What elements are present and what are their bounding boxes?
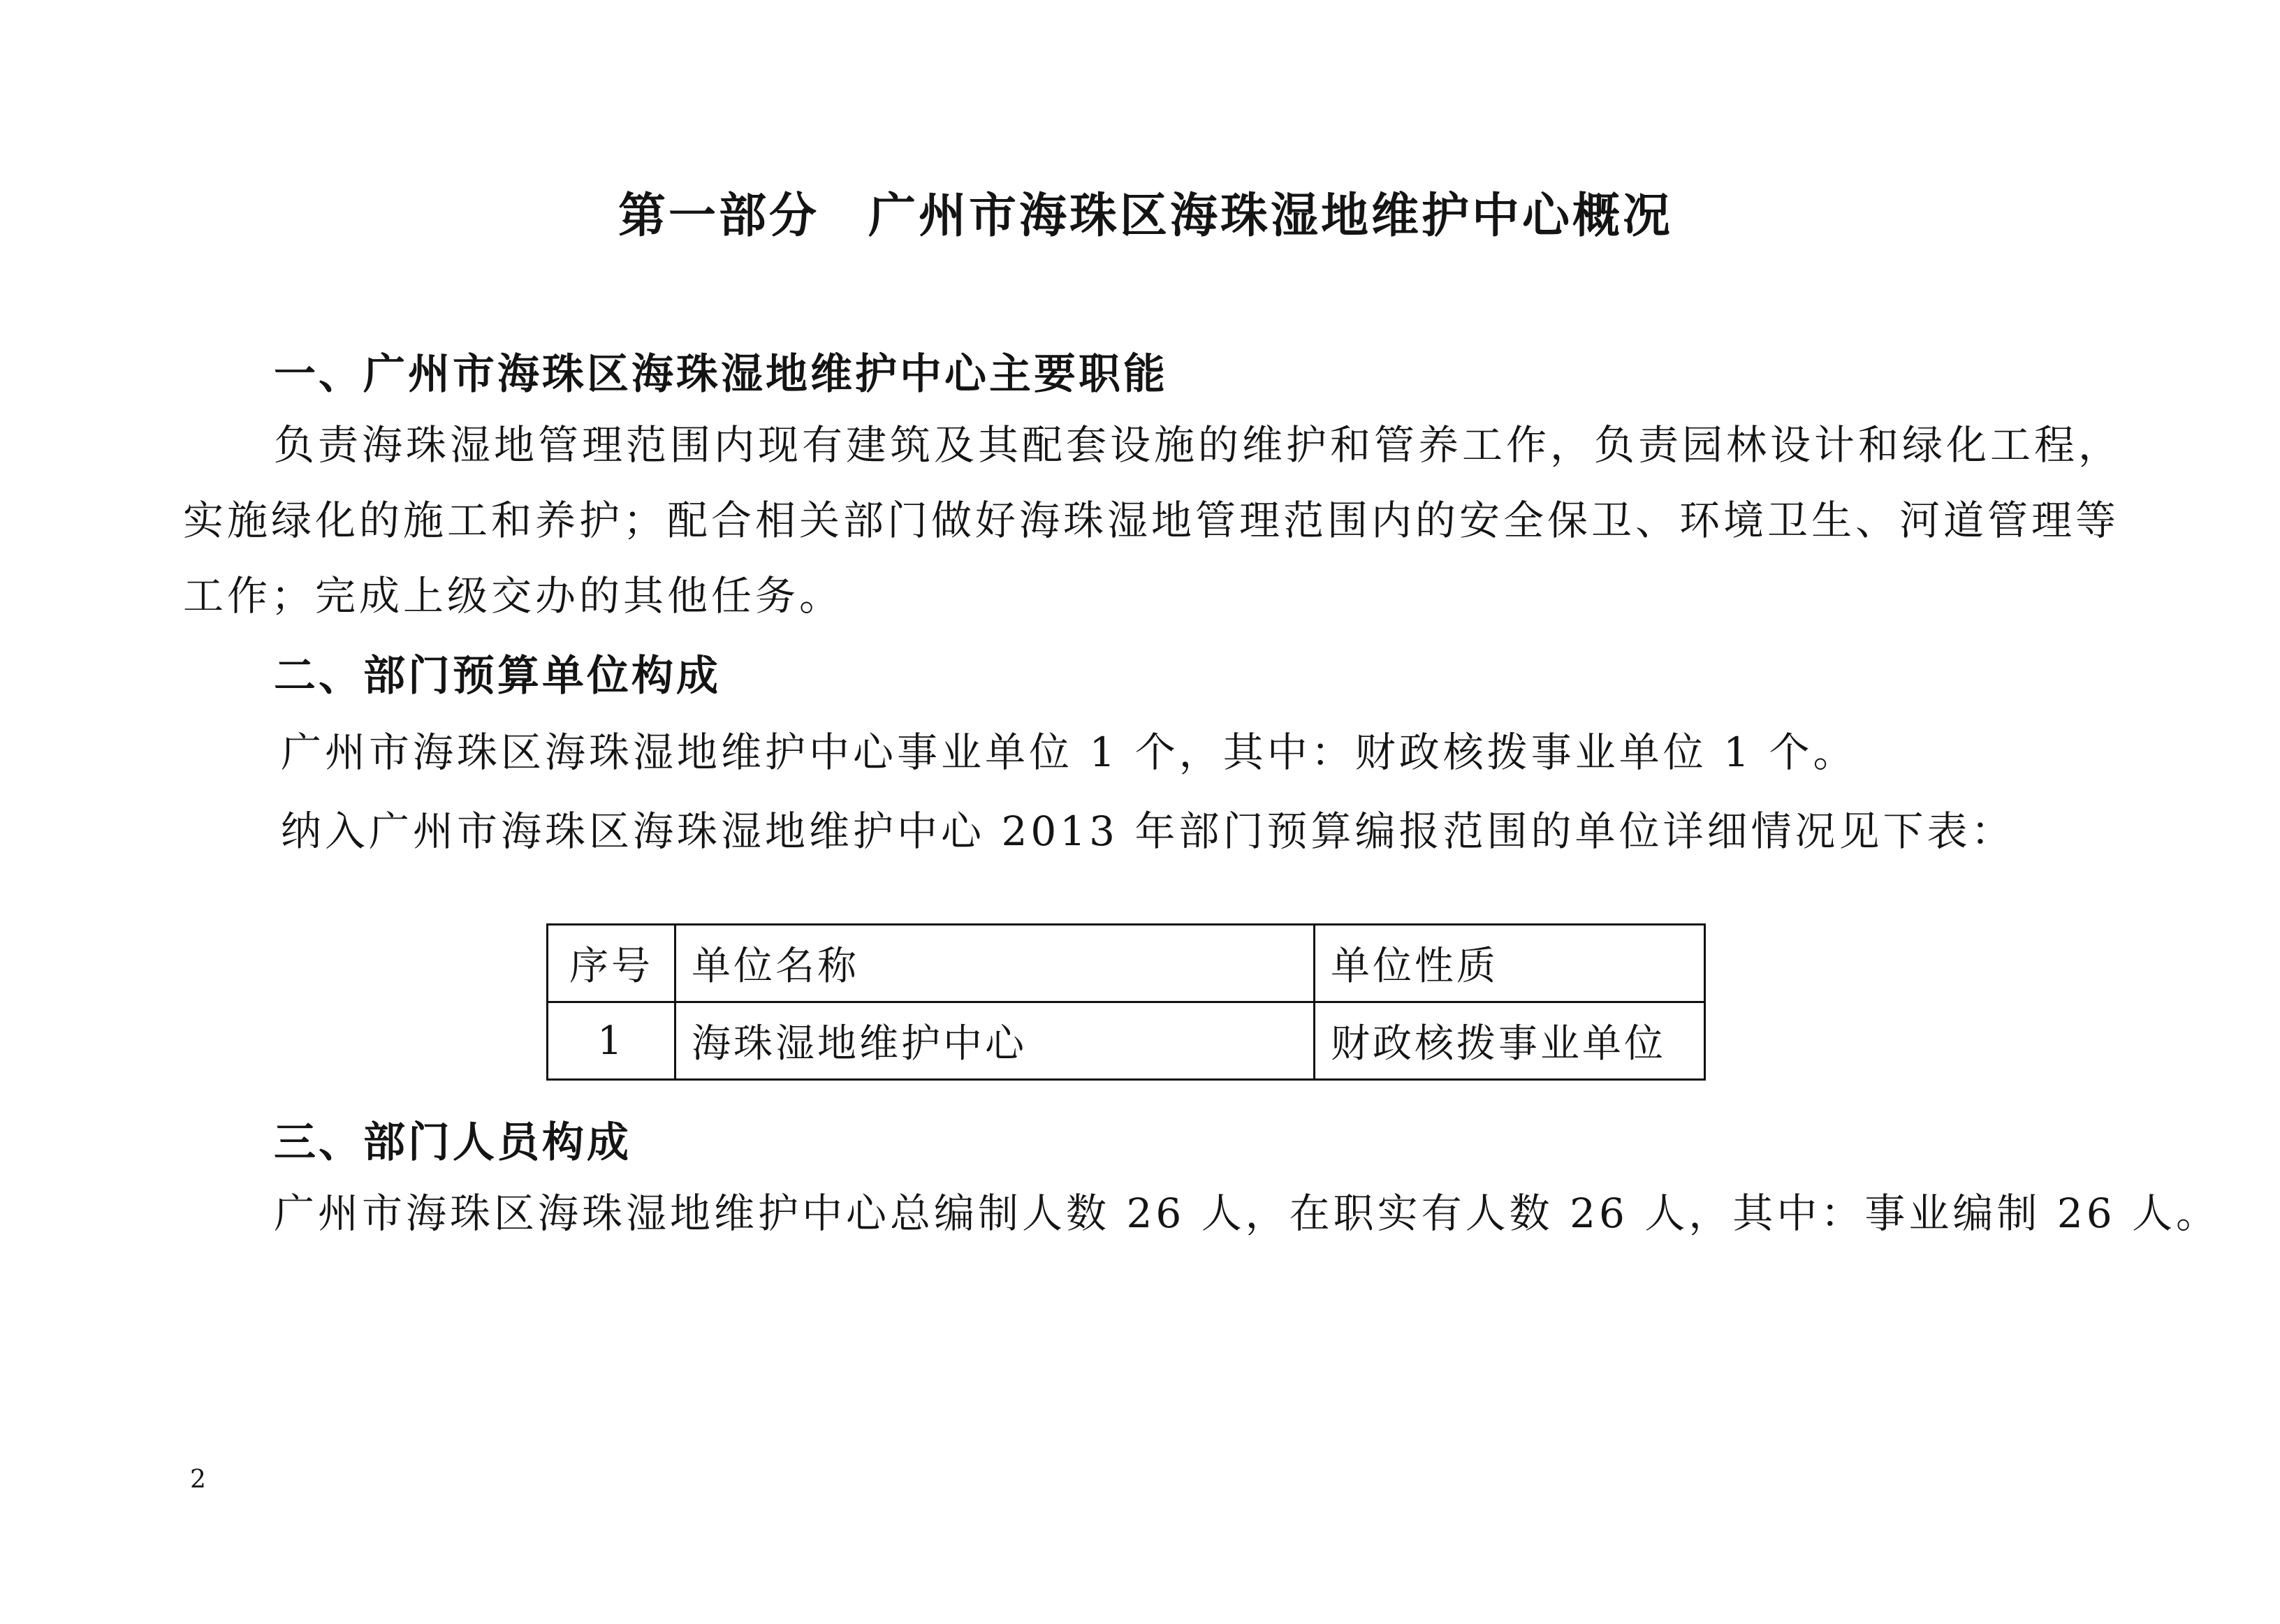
table-header-row xyxy=(548,925,1705,1002)
functions-line-3: 工作；完成上级交办的其他任务。 xyxy=(183,572,844,620)
table-header-cell: 单位性质 xyxy=(1315,925,1705,1002)
section-heading-functions: 一、广州市海珠区海珠湿地维护中心主要职能 xyxy=(274,350,1168,399)
section-heading-budget-units: 二、部门预算单位构成 xyxy=(274,652,721,701)
section-heading-staff: 三、部门人员构成 xyxy=(274,1118,631,1167)
staff-line-1: 广州市海珠区海珠湿地维护中心总编制人数 26 人，在职实有人数 26 人，其中：事业编制 26 人。 xyxy=(274,1190,2221,1237)
functions-line-1: 负责海珠湿地管理范围内现有建筑及其配套设施的维护和管养工作，负责园林设计和绿化工程， xyxy=(274,421,2123,469)
table-row xyxy=(548,1002,1705,1080)
budget-units-table xyxy=(546,923,1706,1081)
functions-line-2: 实施绿化的施工和养护；配合相关部门做好海珠湿地管理范围内的安全保卫、环境卫生、河道管理等 xyxy=(183,497,2120,544)
table-cell: 财政核拨事业单位 xyxy=(1315,1002,1705,1080)
table-header-cell: 单位名称 xyxy=(675,925,1315,1002)
table-header-cell: 序号 xyxy=(548,925,675,1002)
title-part: 第一部分 xyxy=(618,188,820,244)
table-cell: 1 xyxy=(548,1002,675,1080)
table-cell: 海珠湿地维护中心 xyxy=(675,1002,1315,1080)
budget-units-line-2: 纳入广州市海珠区海珠湿地维护中心 2013 年部门预算编报范围的单位详细情况见下表： xyxy=(281,807,2015,855)
page-number: 2 xyxy=(190,1465,206,1494)
title-name: 广州市海珠区海珠湿地维护中心概况 xyxy=(868,188,1674,244)
document-title xyxy=(618,178,1673,246)
budget-units-line-1: 广州市海珠区海珠湿地维护中心事业单位 1 个，其中：财政核拨事业单位 1 个。 xyxy=(281,729,1857,776)
